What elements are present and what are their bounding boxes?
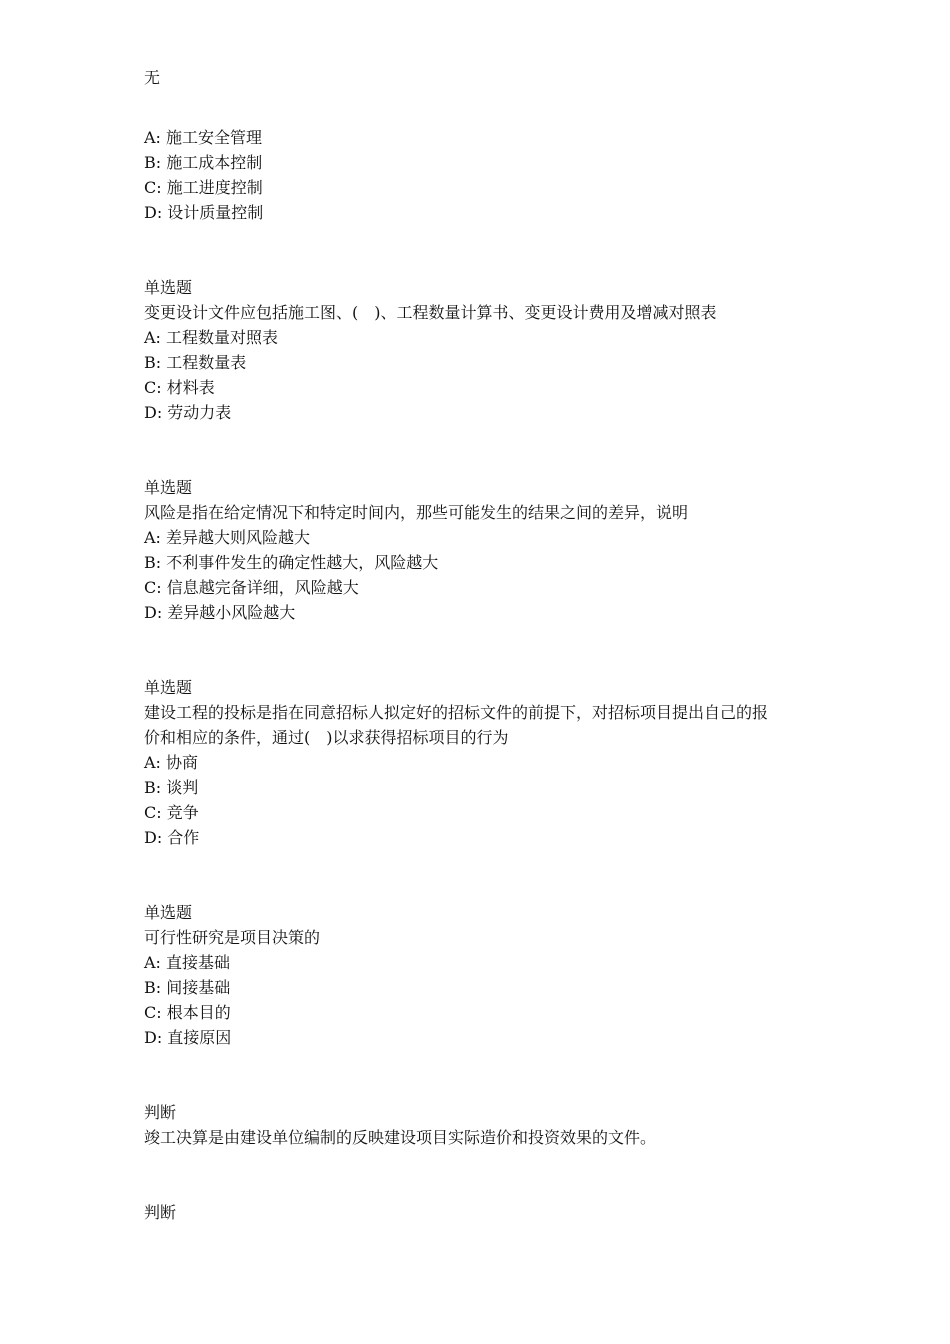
option-b: B: 工程数量表 xyxy=(144,353,247,372)
question-stem: 竣工决算是由建设单位编制的反映建设项目实际造价和投资效果的文件。 xyxy=(144,1128,657,1147)
question-stem: 风险是指在给定情况下和特定时间内，那些可能发生的结果之间的差异，说明 xyxy=(144,503,689,522)
option-a: A: 协商 xyxy=(144,753,199,772)
option-d: D: 设计质量控制 xyxy=(144,203,264,222)
option-d: D: 劳动力表 xyxy=(144,403,232,422)
option-b: B: 不利事件发生的确定性越大，风险越大 xyxy=(144,553,439,572)
question-type: 单选题 xyxy=(144,478,193,497)
question-stem-line-2: 价和相应的条件，通过( )以求获得招标项目的行为 xyxy=(144,728,509,747)
document-page xyxy=(144,65,824,1225)
option-a: A: 工程数量对照表 xyxy=(144,328,279,347)
question-stem-line-1: 建设工程的投标是指在同意招标人拟定好的招标文件的前提下，对招标项目提出自己的报 xyxy=(144,703,769,722)
question-type: 判断 xyxy=(144,1103,177,1122)
option-c: C: 信息越完备详细，风险越大 xyxy=(144,578,359,597)
option-d: D: 合作 xyxy=(144,828,200,847)
option-a: A: 差异越大则风险越大 xyxy=(144,528,311,547)
question-1 xyxy=(144,275,824,425)
question-2 xyxy=(144,475,824,625)
question-type: 单选题 xyxy=(144,678,193,697)
intro-block xyxy=(144,65,824,225)
option-c: C: 施工进度控制 xyxy=(144,178,263,197)
question-stem: 变更设计文件应包括施工图、( )、工程数量计算书、变更设计费用及增减对照表 xyxy=(144,303,717,322)
question-type: 单选题 xyxy=(144,903,193,922)
option-b: B: 间接基础 xyxy=(144,978,231,997)
question-6 xyxy=(144,1200,824,1225)
option-a: A: 施工安全管理 xyxy=(144,128,263,147)
option-b: B: 施工成本控制 xyxy=(144,153,263,172)
option-d: D: 差异越小风险越大 xyxy=(144,603,296,622)
option-c: C: 根本目的 xyxy=(144,1003,231,1022)
question-type: 判断 xyxy=(144,1203,177,1222)
answer-label: 无 xyxy=(144,68,161,87)
question-4 xyxy=(144,900,824,1050)
question-type: 单选题 xyxy=(144,278,193,297)
option-c: C: 材料表 xyxy=(144,378,215,397)
option-a: A: 直接基础 xyxy=(144,953,231,972)
option-b: B: 谈判 xyxy=(144,778,199,797)
question-3 xyxy=(144,675,824,850)
question-5 xyxy=(144,1100,824,1150)
option-d: D: 直接原因 xyxy=(144,1028,232,1047)
option-c: C: 竞争 xyxy=(144,803,199,822)
question-stem: 可行性研究是项目决策的 xyxy=(144,928,321,947)
